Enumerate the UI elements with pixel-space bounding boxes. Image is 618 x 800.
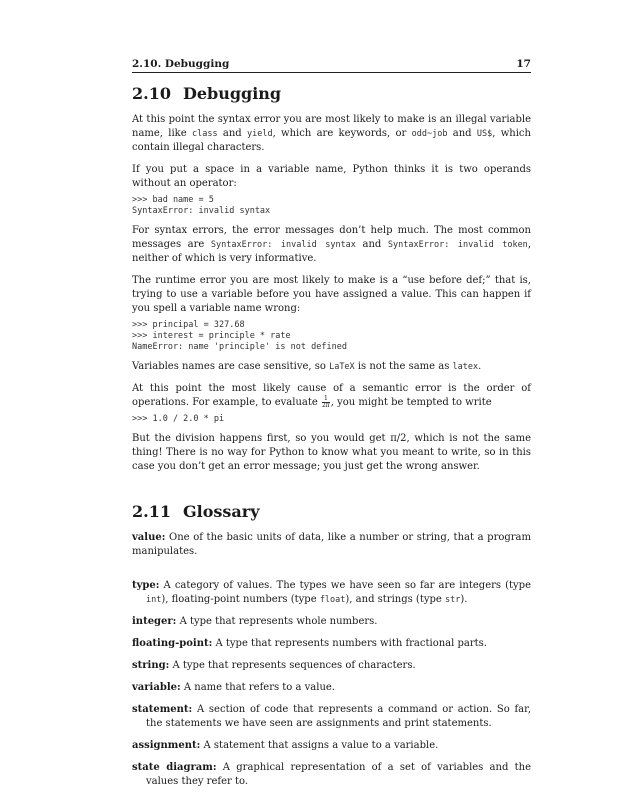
paragraph: But the division happens first, so you would get π/2, which is not the same thing! There is no way for Python to know what you meant to write, so in this case you don’t get an error message; you just get the wrong answer. — [132, 433, 531, 472]
paragraph: The runtime error you are most likely to make is a “use before def;” that is, trying to use a variable before you have assigned a value. This can happen if you spell a variable name wrong: — [132, 275, 531, 314]
header-section: 2.10. Debugging — [132, 58, 230, 70]
glossary-entry: variable: A name that refers to a value. — [132, 682, 335, 693]
paragraph: At this point the syntax error you are most likely to make is an illegal variable name, like class and yield, which are keywords, or odd~job and US$, which contain illegal characters. — [132, 114, 531, 153]
glossary-entry: assignment: A statement that assigns a value to a variable. — [132, 740, 439, 751]
paragraph: If you put a space in a variable name, Python thinks it is two operands without an operator: — [132, 164, 531, 189]
running-header — [132, 58, 531, 73]
section-heading-debugging: 2.10 Debugging — [132, 84, 282, 103]
page-content — [132, 84, 531, 797]
glossary-entry: state diagram: A graphical representation of a set of variables and the values they refer to. — [132, 762, 531, 787]
fraction: $\frac{1}{2\pi}$ — [321, 395, 330, 409]
glossary-entry: statement: A section of code that represents a command or action. So far, the statements we have seen are assignments and print statements. — [132, 704, 531, 729]
code-block: >>> bad name = 5 SyntaxError: invalid syntax — [132, 195, 271, 216]
glossary-entry: value: One of the basic units of data, like a number or string, that a program manipulates. — [132, 532, 532, 557]
glossary-entry: string: A type that represents sequences of characters. — [132, 660, 416, 671]
glossary-entry: integer: A type that represents whole numbers. — [132, 616, 378, 627]
paragraph: For syntax errors, the error messages don’t help much. The most common messages are SyntaxError: invalid syntax and SyntaxError: invalid token, neither of which is very informative. — [132, 225, 531, 264]
paragraph: At this point the most likely cause of a semantic error is the order of operations. For example, to evaluate $\frac{1}{2\pi}$ , you might be tempted to write — [132, 383, 531, 409]
paragraph: Variables names are case sensitive, so LaTeX is not the same as latex. — [132, 361, 482, 372]
code-block: >>> principal = 327.68 >>> interest = principle * rate NameError: name 'principle' is not defined — [132, 320, 347, 352]
glossary-entry: type: A category of values. The types we have seen so far are integers (type int), floating-point numbers (type float), and strings (type str). — [132, 580, 531, 605]
glossary-entry: floating-point: A type that represents numbers with fractional parts. — [132, 638, 487, 649]
page-number: 17 — [516, 58, 531, 70]
code-block: >>> 1.0 / 2.0 * pi — [132, 414, 225, 424]
section-heading-glossary: 2.11 Glossary — [132, 502, 260, 521]
